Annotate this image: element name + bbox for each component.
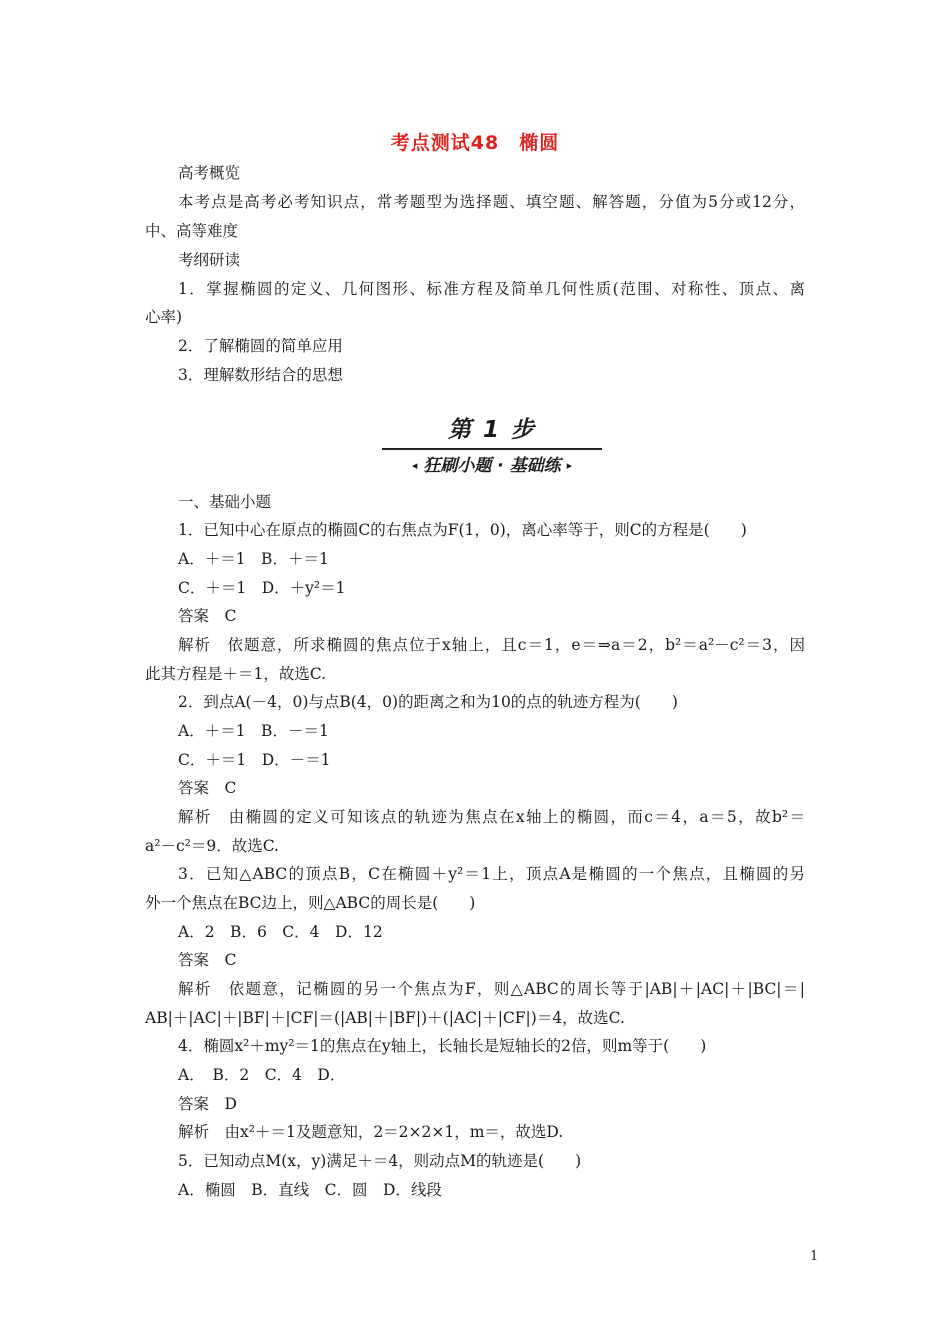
right-triangle-icon: ▸ — [566, 459, 573, 472]
step-subtitle-text: 狂刷小题 · 基础练 — [423, 456, 561, 476]
question-4: 4．椭圆x²＋my²＝1的焦点在y轴上，长轴长是短轴长的2倍，则m等于( ) — [178, 1037, 707, 1055]
question-3: 3．已知△ABC的顶点B，C在椭圆＋y²＝1上，顶点A是椭圆的一个焦点，且椭圆的另 — [178, 865, 805, 883]
question-3-options: A．2 B．6 C．4 D．12 — [178, 923, 383, 941]
page-number: 1 — [810, 1249, 819, 1264]
question-2-explanation-cont: a²－c²＝9．故选C. — [145, 837, 279, 855]
outline-item-1-cont: 心率) — [145, 308, 183, 326]
question-4-options: A． B．2 C．4 D． — [178, 1066, 346, 1084]
outline-item-2: 2．了解椭圆的简单应用 — [178, 337, 343, 355]
question-2-explanation: 解析 由椭圆的定义可知该点的轨迹为焦点在x轴上的椭圆，而c＝4，a＝5，故b²＝ — [178, 808, 805, 826]
question-5: 5．已知动点M(x，y)满足＋＝4，则动点M的轨迹是( ) — [178, 1152, 582, 1170]
question-1-options-ab: A．＋＝1 B．＋＝1 — [178, 550, 329, 568]
question-5-options: A．椭圆 B．直线 C．圆 D．线段 — [178, 1181, 442, 1199]
overview-text-line2: 中、高等难度 — [145, 222, 239, 240]
question-1-options-cd: C．＋＝1 D．＋y²＝1 — [178, 579, 346, 597]
step-label: 第 1 步 — [447, 417, 537, 443]
question-2-answer: 答案 C — [178, 779, 237, 797]
overview-text-line1: 本考点是高考必考知识点，常考题型为选择题、填空题、解答题，分值为5分或12分， — [178, 193, 805, 211]
outline-heading: 考纲研读 — [178, 251, 241, 269]
question-1-answer: 答案 C — [178, 607, 237, 625]
question-2: 2．到点A(－4，0)与点B(4，0)的距离之和为10的点的轨迹方程为( ) — [178, 693, 678, 711]
question-4-answer: 答案 D — [178, 1095, 237, 1113]
outline-item-1: 1．掌握椭圆的定义、几何图形、标准方程及简单几何性质(范围、对称性、顶点、离 — [178, 280, 805, 298]
question-2-options-cd: C．＋＝1 D．－＝1 — [178, 751, 331, 769]
question-2-options-ab: A．＋＝1 B．－＝1 — [178, 722, 329, 740]
question-1: 1．已知中心在原点的椭圆C的右焦点为F(1，0)，离心率等于，则C的方程是( ) — [178, 521, 747, 539]
step-banner — [380, 414, 604, 480]
question-3-cont: 外一个焦点在BC边上，则△ABC的周长是( ) — [145, 894, 476, 912]
question-3-answer: 答案 C — [178, 951, 237, 969]
banner-divider — [382, 448, 602, 450]
section-heading: 一、基础小题 — [178, 493, 272, 511]
overview-heading: 高考概览 — [178, 164, 241, 182]
left-triangle-icon: ◂ — [411, 459, 418, 472]
outline-item-3: 3．理解数形结合的思想 — [178, 366, 343, 384]
question-3-explanation: 解析 依题意，记椭圆的另一个焦点为F，则△ABC的周长等于|AB|＋|AC|＋|BC|＝| — [178, 980, 805, 998]
question-1-explanation: 解析 依题意，所求椭圆的焦点位于x轴上，且c＝1，e＝⇒a＝2，b²＝a²－c²＝3，因 — [178, 636, 805, 654]
question-4-explanation: 解析 由x²＋＝1及题意知，2＝2×2×1，m＝，故选D. — [178, 1123, 564, 1141]
page-title: 考点测试48 椭圆 — [390, 132, 560, 154]
question-1-explanation-cont: 此其方程是＋＝1，故选C. — [145, 665, 327, 683]
question-3-explanation-cont: AB|＋|AC|＋|BF|＋|CF|＝(|AB|＋|BF|)＋(|AC|＋|CF|)＝4，故选C. — [145, 1009, 625, 1027]
step-subtitle — [380, 454, 604, 478]
